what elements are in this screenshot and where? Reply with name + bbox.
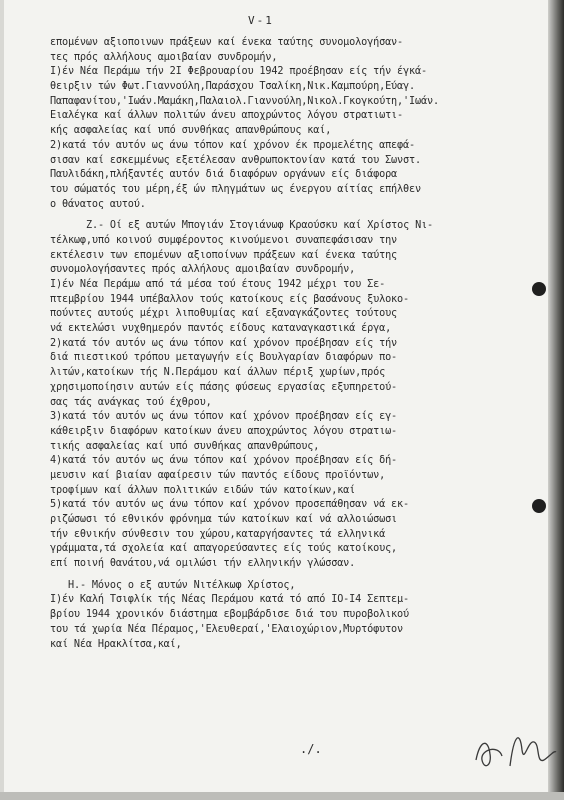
text-line: σισαν καί εσκεμμένως εξετέλεσαν ανθρωποκτονίαν κατά του Σωνστ.: [50, 154, 421, 166]
text-line: τέλκωφ,υπό κοινού συμφέροντος κινούμενοι συναπεφάσισαν την: [50, 234, 398, 246]
text-line: Ι)έν Νέα Περάμω τήν 2Ι Φεβρουαρίου 1942 προέβησαν είς τήν έγκά-: [50, 66, 427, 78]
text-line: λιτών,κατοίκων τής Ν.Περάμου καί άλλων πέριξ χωρίων,πρός: [50, 367, 386, 379]
section-heading-h: Η.- Μόνος ο εξ αυτών Νιτέλκωφ Χρίστος,: [68, 579, 296, 591]
text-line: 2)κατά τόν αυτόν ως άνω τόπον καί χρόνον προέβησαν είς τήν: [50, 337, 398, 349]
text-line: πούντες αυτούς μέχρι λιποθυμίας καί εξαναγκάζοντες τούτους: [50, 308, 398, 320]
text-line: θειρξιν τών Φωτ.Γιαννούλη,Παράσχου Τσαλίκη,Νικ.Καμπούρη,Εύαγ.: [50, 81, 415, 93]
text-line: επί ποινή θανάτου,νά ομιλώσι τήν ελληνικήν γλώσσαν.: [50, 558, 356, 570]
text-line: του τά χωρία Νέα Πέραμος,'Ελευθεραί,'Ελαιοχώριον,Μυρτόφυτον: [50, 623, 404, 635]
text-line: νά εκτελώσι νυχθημερόν παντός είδους καταναγκαστικά έργα,: [50, 323, 392, 335]
page-number: V-1: [248, 14, 274, 27]
end-mark: ./.: [300, 742, 322, 756]
text-line: βρίου 1944 χρονικόν διάστημα εβομβάρδισε διά του πυροβολικού: [50, 609, 410, 621]
document-body: [50, 36, 536, 652]
text-line: επομένων αξιοποινων πράξεων καί ένεκα ταύτης συνομολογήσαν-: [50, 37, 404, 48]
text-line: Παπαφανίτου,'Ιωάν.Μαμάκη,Παλαιολ.Γιαννούλη,Νικολ.Γκογκούτη,'Ιωάν.: [50, 95, 439, 107]
text-line: διά πιεστικού τρόπου μεταγωγήν είς Βουλγαρίαν διαφόρων πο-: [50, 352, 398, 364]
text-line: μευσιν καί βιαίαν αφαίρεσιν τών παντός είδους προϊόντων,: [50, 469, 386, 481]
text-line: 3)κατά τόν αυτόν ως άνω τόπον καί χρόνον προέβησαν είς εγ-: [50, 411, 398, 423]
text-line: τήν εθνικήν σύνθεσιν του χώρου,καταργήσαντες τά ελληνικά: [50, 528, 386, 540]
text-line: Ειαλέγκα καί άλλων πολιτών άνευ αποχρώντος λόγου στρατιωτι-: [50, 110, 404, 122]
text-line: εκτέλεσιν των επομένων αξιοποίνων πράξεων καί ένεκα ταύτης: [50, 249, 398, 261]
text-line: Παυλιδάκη,πλήξαντές αυτόν διά διαφόρων οργάνων είς διάφορα: [50, 169, 398, 181]
text-line: χρησιμοποίησιν αυτών είς πάσης φύσεως εργασίας εξυπηρετού-: [50, 381, 398, 393]
text-line: 5)κατά τόν αυτόν ως άνω τόπον καί χρόνον προσεπάθησαν νά εκ-: [50, 499, 410, 511]
text-line: 2)κατά τόν αυτόν ως άνω τόπον καί χρόνον έκ προμελέτης απεφά-: [50, 139, 415, 151]
text-line: του σώματός του μέρη,έξ ών πληγμάτων ως ένεργου αίτίας επήλθεν: [50, 183, 421, 195]
text-line: γράμματα,τά σχολεία καί απαγορεύσαντες είς τούς κατοίκους,: [50, 543, 398, 555]
text-line: τικής ασφαλείας καί υπό συνθήκας απανθρώπους,: [50, 440, 320, 452]
text-line: κάθειρξιν διαφόρων κατοίκων άνευ αποχρώντος λόγου στρατιω-: [50, 425, 398, 437]
text-line: Ι)έν Καλή Τσιφλίκ τής Νέας Περάμου κατά τό από ΙΟ-Ι4 Σεπτεμ-: [50, 594, 410, 606]
handwritten-signature: [470, 720, 560, 780]
text-line: τες πρός αλλήλους αμοιβαίαν συνδρομήν,: [50, 51, 278, 63]
text-line: Ι)έν Νέα Περάμω από τά μέσα τού έτους 1942 μέχρι του Σε-: [50, 279, 386, 290]
text-line: καί Νέα Ηρακλίτσα,καί,: [50, 638, 182, 650]
text-line: συνομολογήσαντες πρός αλλήλους αμοιβαίαν συνδρομήν,: [50, 264, 356, 276]
text-line: ριζώσωσι τό εθνικόν φρόνημα τών κατοίκων καί νά αλλοιώσωσι: [50, 514, 398, 525]
text-line: κής ασφαλείας καί υπό συνθήκας απανθρώπους καί,: [50, 125, 332, 137]
text-line: 4)κατά τόν αυτόν ως άνω τόπον καί χρόνον προέβησαν είς δή-: [50, 455, 398, 467]
text-line: σας τάς ανάγκας τού έχθρου,: [50, 396, 212, 408]
text-line: ο θάνατος αυτού.: [50, 198, 146, 210]
page-bottom-edge: [0, 792, 564, 800]
text-line: πτεμβρίου 1944 υπέβαλλον τούς κατοίκους είς βασάνους ξυλοκο-: [50, 293, 410, 305]
page-left-edge: [0, 0, 4, 800]
section-heading-z: Ζ.- Οί εξ αυτών Μπογιάν Στογιάνωφ Κραούσκυ καί Χρίστος Νι-: [86, 220, 434, 232]
text-line: τροφίμων καί άλλων πολιτικών ειδών τών κατοίκων,καί: [50, 484, 356, 496]
scan-shadow-edge: [548, 0, 564, 800]
